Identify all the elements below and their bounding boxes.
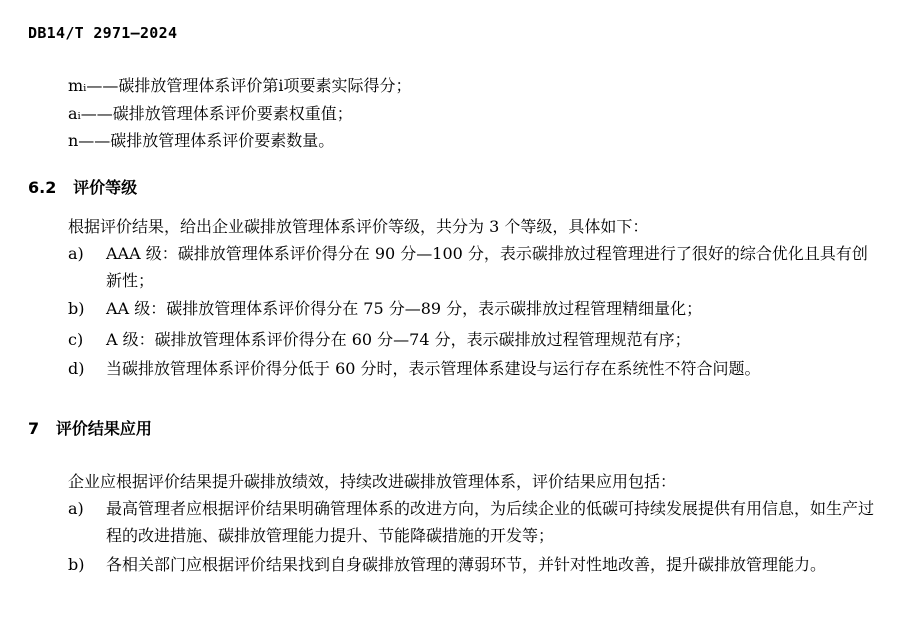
list-item bbox=[68, 326, 883, 353]
list-marker: d) bbox=[68, 359, 85, 378]
section-title: 评价等级 bbox=[73, 178, 138, 197]
list-item bbox=[68, 551, 883, 578]
section-number: 7 bbox=[28, 419, 40, 438]
list-text: AA 级：碳排放管理体系评价得分在 75 分—89 分，表示碳排放过程管理精细量化； bbox=[106, 299, 703, 318]
definition-n: n——碳排放管理体系评价要素数量。 bbox=[68, 131, 335, 150]
section-title: 评价结果应用 bbox=[55, 419, 152, 438]
list-marker: b) bbox=[68, 299, 85, 318]
list-text: AAA 级：碳排放管理体系评价得分在 90 分—100 分，表示碳排放过程管理进行了很好的综合优化且具有创新性； bbox=[106, 244, 868, 290]
list-marker: a) bbox=[68, 499, 84, 518]
list-item bbox=[68, 295, 883, 322]
list-text: 各相关部门应根据评价结果找到自身碳排放管理的薄弱环节，并针对性地改善，提升碳排放管理能力。 bbox=[106, 555, 827, 574]
list-item bbox=[68, 495, 883, 549]
list-text: 当碳排放管理体系评价得分低于 60 分时，表示管理体系建设与运行存在系统性不符合问题。 bbox=[106, 359, 761, 378]
section-6-2-heading bbox=[28, 175, 137, 198]
list-item bbox=[68, 240, 883, 294]
section-number: 6.2 bbox=[28, 178, 57, 197]
list-marker: c) bbox=[68, 330, 84, 349]
list-item bbox=[68, 355, 883, 382]
list-marker: b) bbox=[68, 555, 85, 574]
section-7-heading bbox=[28, 416, 152, 439]
document-code-header: DB14/T 2971—2024 bbox=[28, 24, 178, 42]
list-text: 最高管理者应根据评价结果明确管理体系的改进方向，为后续企业的低碳可持续发展提供有用信息，如生产过程的改进措施、碳排放管理能力提升、节能降碳措施的开发等； bbox=[106, 499, 875, 545]
section-6-2-intro: 根据评价结果，给出企业碳排放管理体系评价等级，共分为 3 个等级，具体如下： bbox=[68, 217, 649, 236]
definition-m: mᵢ——碳排放管理体系评价第i项要素实际得分； bbox=[68, 76, 412, 95]
list-marker: a) bbox=[68, 244, 84, 263]
definition-a: aᵢ——碳排放管理体系评价要素权重值； bbox=[68, 104, 353, 123]
section-7-intro: 企业应根据评价结果提升碳排放绩效，持续改进碳排放管理体系，评价结果应用包括： bbox=[68, 472, 677, 491]
list-text: A 级：碳排放管理体系评价得分在 60 分—74 分，表示碳排放过程管理规范有序； bbox=[106, 330, 691, 349]
